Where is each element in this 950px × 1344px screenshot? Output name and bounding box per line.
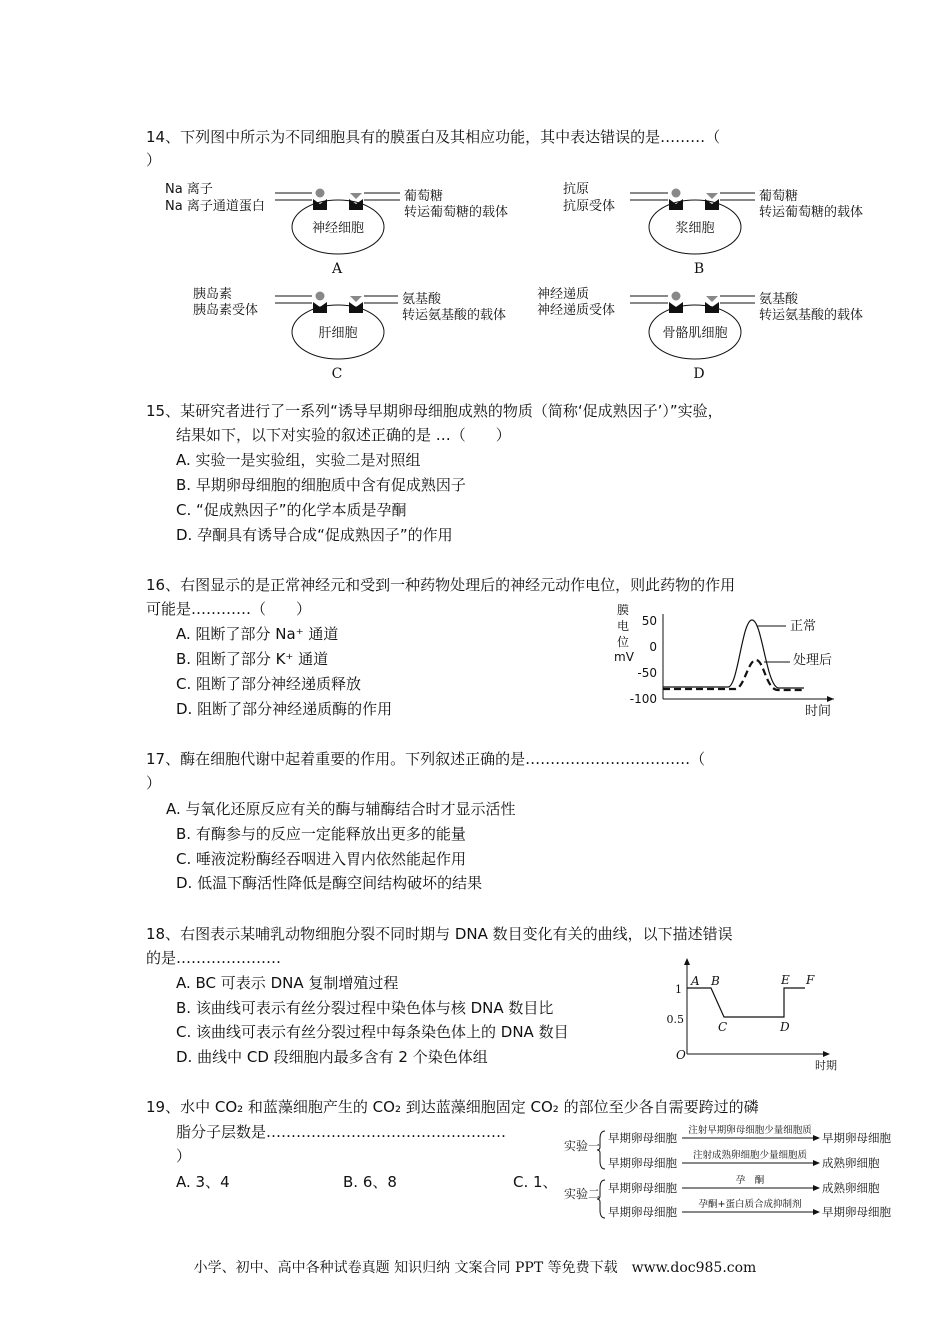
q18-point-d: D (780, 1020, 790, 1034)
q14-stem: 14、下列图中所示为不同细胞具有的膜蛋白及其相应功能，其中表达错误的是………（ (146, 128, 721, 146)
row3-arrow-label: 孕 酮 (735, 1175, 765, 1186)
q15-option-b: B. 早期卵母细胞的细胞质中含有促成熟因子 (176, 476, 466, 494)
q16-tick-neg50: -50 (637, 666, 657, 680)
q18-option-a: A. BC 可表示 DNA 复制增殖过程 (176, 974, 399, 992)
q15-stem-1: 15、某研究者进行了一系列“诱导早期卵母细胞成熟的物质（简称‘促成熟因子’）”实验， (146, 402, 723, 420)
ion-icon (316, 189, 325, 198)
q16-ylabel-3: 位 (617, 635, 630, 649)
q17-stem: 17、酶在细胞代谢中起着重要的作用。下列叙述正确的是……………………………（ (146, 750, 706, 768)
panel-b-r1: 葡萄糖 (759, 189, 799, 204)
q16-ylabel-2: 电 (617, 619, 630, 633)
panel-a (165, 182, 508, 277)
panel-d (537, 286, 863, 382)
page-footer: 小学、初中、高中各种试卷真题 知识归纳 文案合同 PPT 等免费下载 www.doc985.com (193, 1260, 757, 1276)
row4-arrow-label: 孕酮+蛋白质合成抑制剂 (698, 1199, 802, 1210)
q16-option-c: C. 阻断了部分神经递质释放 (176, 675, 362, 693)
arrow-icon (813, 1160, 820, 1166)
panel-d-l2: 神经递质受体 (537, 303, 616, 318)
q16-xlabel: 时间 (805, 704, 832, 719)
panel-a-l2: Na 离子通道蛋白 (165, 199, 265, 214)
glucose-icon (350, 193, 362, 199)
q18-stem-1: 18、右图表示某哺乳动物细胞分裂不同时期与 DNA 数目变化有关的曲线，以下描述错误 (146, 925, 733, 943)
q18-xlabel: 时期 (815, 1059, 837, 1072)
panel-b-l2: 抗原受体 (563, 199, 616, 214)
q16-option-d: D. 阻断了部分神经递质酶的作用 (176, 700, 393, 718)
q16-x-arrow-icon (827, 696, 834, 702)
q17-option-a: A. 与氧化还原反应有关的酶与辅酶结合时才显示活性 (166, 800, 516, 818)
row3-left: 早期卵母细胞 (608, 1181, 677, 1195)
q18-point-e: E (781, 973, 790, 987)
q18-point-a: A (691, 974, 700, 988)
q19-option-c: C. 1、 (513, 1173, 558, 1191)
panel-c-l1: 胰岛素 (193, 287, 233, 302)
panel-a-label: A (331, 261, 343, 277)
q16-legend-normal: 正常 (790, 619, 817, 634)
panel-b-cell: 浆细胞 (675, 221, 715, 236)
experiment-diagram (564, 1124, 891, 1219)
arrow-icon (813, 1209, 820, 1215)
q18-tick-half: 0.5 (666, 1013, 684, 1026)
amino-acid-icon (350, 296, 362, 302)
row4-left: 早期卵母细胞 (608, 1205, 677, 1219)
q16-stem-1: 16、右图显示的是正常神经元和受到一种药物处理后的神经元动作电位，则此药物的作用 (146, 576, 736, 594)
panel-a-l1: Na 离子 (165, 182, 213, 197)
panel-a-cell: 神经细胞 (311, 221, 365, 236)
q16-treated-curve (663, 660, 804, 690)
row2-arrow-label: 注射成熟卵细胞少量细胞质 (692, 1150, 808, 1161)
row3-right: 成熟卵细胞 (822, 1181, 880, 1195)
q14-stem-end: ） (146, 151, 162, 169)
q15-stem-2: 结果如下，以下对实验的叙述正确的是 …（ ） (176, 426, 511, 444)
panel-c-r1: 氨基酸 (402, 292, 442, 307)
panel-c-l2: 胰岛素受体 (193, 303, 259, 318)
panel-c (193, 286, 506, 382)
panel-d-cell: 骨骼肌细胞 (662, 326, 728, 341)
q18-stem-2: 的是………………… (146, 949, 282, 967)
panel-b-l1: 抗原 (563, 182, 590, 197)
q16-stem-2: 可能是…………（ ） (146, 600, 312, 618)
q16-ylabel-1: 膜 (617, 603, 630, 617)
q18-option-b: B. 该曲线可表示有丝分裂过程中染色体与核 DNA 数目比 (176, 999, 554, 1017)
q18-tick-1: 1 (675, 983, 682, 996)
q16-option-a: A. 阻断了部分 Na⁺ 通道 (176, 625, 339, 643)
row1-right: 早期卵母细胞 (822, 1131, 891, 1145)
panel-d-label: D (693, 366, 705, 382)
arrow-icon (813, 1185, 820, 1191)
row2-left: 早期卵母细胞 (608, 1156, 677, 1170)
q16-tick-50: 50 (641, 614, 657, 628)
panel-d-r2: 转运氨基酸的载体 (759, 308, 864, 323)
q16-chart (614, 603, 834, 719)
panel-d-l1: 神经递质 (537, 287, 590, 302)
row4-right: 早期卵母细胞 (822, 1205, 891, 1219)
q18-option-d: D. 曲线中 CD 段细胞内最多含有 2 个染色体组 (176, 1048, 488, 1066)
panel-a-r2: 转运葡萄糖的载体 (404, 205, 509, 220)
exp1-brace (597, 1131, 605, 1169)
q17-option-c: C. 唾液淀粉酶经吞咽进入胃内依然能起作用 (176, 850, 467, 868)
q19-stem-1: 19、水中 CO₂ 和蓝藻细胞产生的 CO₂ 到达蓝藻细胞固定 CO₂ 的部位至少各自需要跨过的磷 (146, 1098, 759, 1116)
q15-option-a: A. 实验一是实验组，实验二是对照组 (176, 451, 421, 469)
exp1-label: 实验一 (564, 1139, 601, 1153)
receptor-icon (669, 199, 683, 210)
q16-legend-treated: 处理后 (793, 653, 833, 668)
neurotransmitter-icon (672, 292, 681, 301)
panel-a-r1: 葡萄糖 (404, 189, 444, 204)
q18-x-arrow-icon (823, 1051, 830, 1057)
q16-option-b: B. 阻断了部分 K⁺ 通道 (176, 650, 329, 668)
q15-option-d: D. 孕酮具有诱导合成“促成熟因子”的作用 (176, 526, 453, 544)
q18-chart (667, 958, 838, 1072)
q16-ylabel-4: mV (614, 650, 634, 664)
q17-option-d: D. 低温下酶活性降低是酶空间结构破坏的结果 (176, 874, 483, 892)
row1-left: 早期卵母细胞 (608, 1131, 677, 1145)
panel-d-r1: 氨基酸 (759, 292, 799, 307)
panel-c-label: C (331, 366, 343, 382)
q16-normal-curve (663, 620, 804, 688)
q18-origin: O (676, 1048, 686, 1062)
q19-stem-2: 脂分子层数是………………………………………… (176, 1123, 507, 1141)
panel-b-r2: 转运葡萄糖的载体 (759, 205, 864, 220)
antigen-icon (672, 189, 681, 198)
q19-option-a: A. 3、4 (176, 1173, 230, 1191)
exp2-brace (597, 1180, 605, 1218)
q16-tick-0: 0 (649, 640, 657, 654)
q16-tick-neg100: -100 (629, 692, 657, 706)
exp2-label: 实验二 (564, 1187, 601, 1201)
panel-b-label: B (693, 261, 705, 277)
panel-c-r2: 转运氨基酸的载体 (402, 308, 507, 323)
q18-point-f: F (806, 973, 815, 987)
insulin-icon (316, 292, 325, 301)
amino-acid-icon (706, 296, 718, 302)
q19-stem-3: ） (176, 1147, 192, 1165)
q18-point-c: C (718, 1020, 728, 1034)
carrier-protein-icon (705, 302, 719, 313)
q18-point-b: B (711, 974, 720, 988)
arrow-icon (813, 1135, 820, 1141)
q19-option-b: B. 6、8 (343, 1173, 397, 1191)
panel-c-cell: 肝细胞 (318, 326, 358, 341)
glucose-icon (706, 193, 718, 199)
q17-option-b: B. 有酶参与的反应一定能释放出更多的能量 (176, 825, 466, 843)
panel-b (563, 181, 863, 277)
q15-option-c: C. “促成熟因子”的化学本质是孕酮 (176, 501, 407, 519)
row1-arrow-label: 注射早期卵母细胞少量细胞质 (688, 1125, 812, 1136)
q18-y-arrow-icon (684, 958, 690, 965)
q18-curve (687, 988, 805, 1017)
q17-stem-end: ） (146, 774, 162, 792)
row2-right: 成熟卵细胞 (822, 1156, 880, 1170)
q18-option-c: C. 该曲线可表示有丝分裂过程中每条染色体上的 DNA 数目 (176, 1023, 569, 1041)
